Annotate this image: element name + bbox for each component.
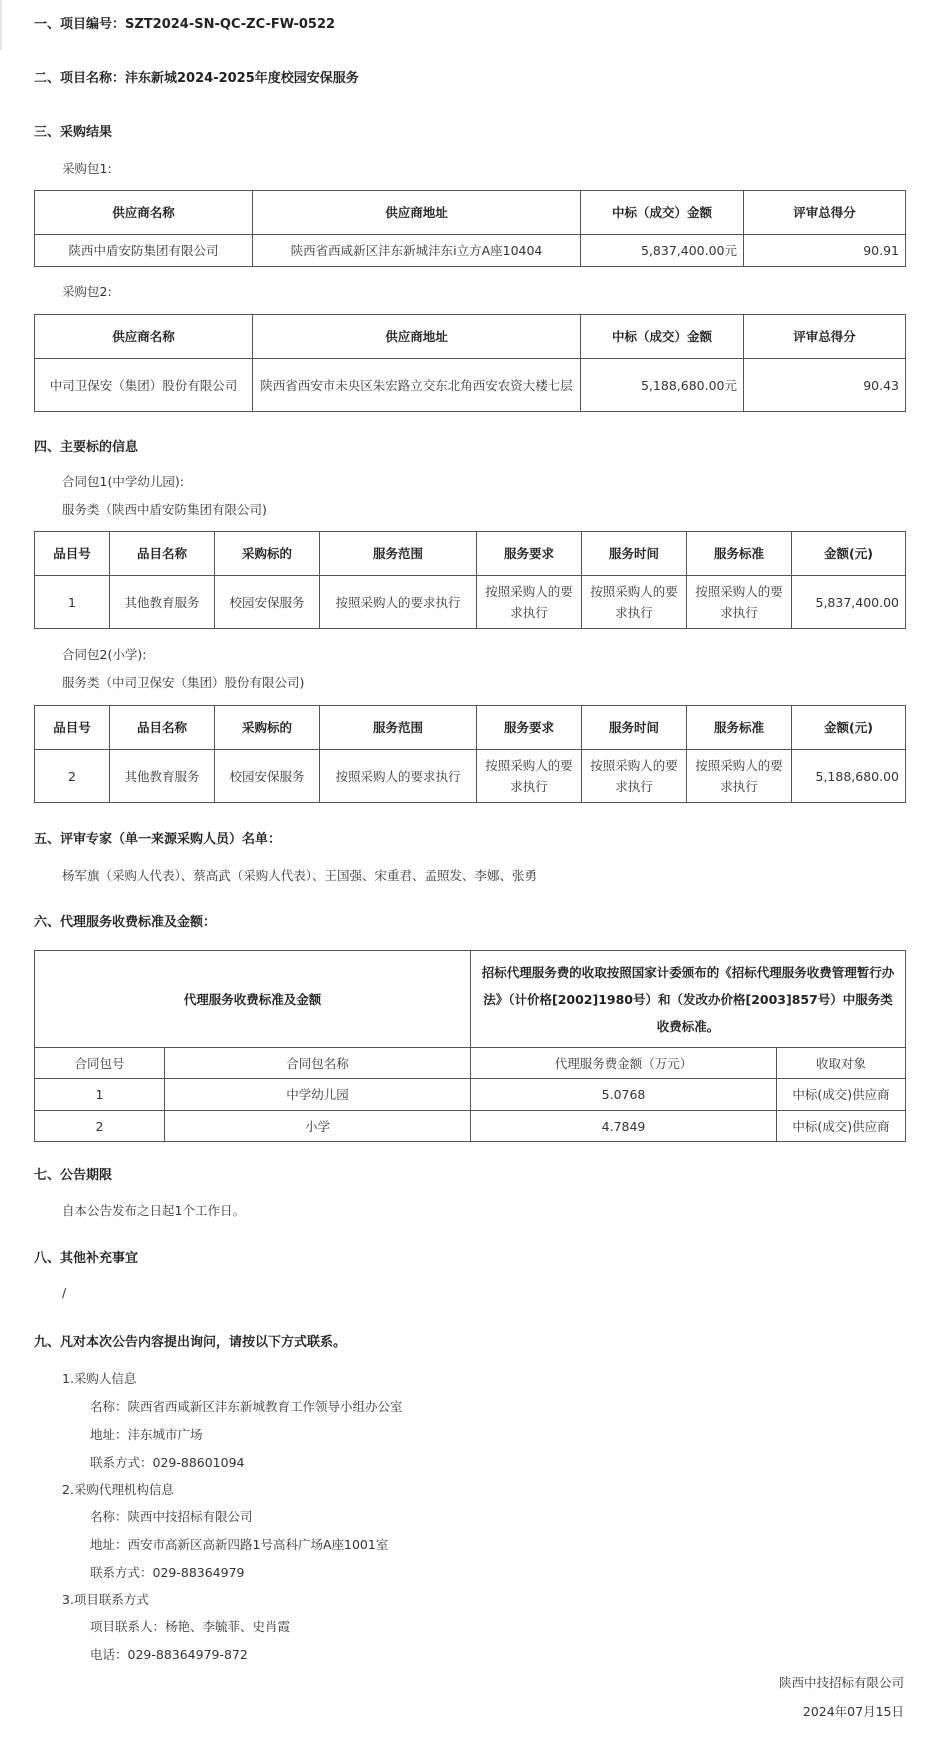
contract-1-category: 服务类（陕西中盾安防集团有限公司) (62, 502, 267, 517)
supplier-name: 中司卫保安（集团）股份有限公司 (35, 359, 253, 412)
table-row (35, 1111, 906, 1142)
contract-1-table (34, 531, 906, 629)
header-standard: 服务标准 (687, 532, 792, 576)
header-item-no: 品目号 (35, 532, 110, 576)
contract-name: 小学 (165, 1111, 471, 1142)
section-period: 七、公告期限 (34, 1168, 113, 1183)
project-name (34, 67, 359, 86)
header-item-name: 品目名称 (110, 706, 215, 750)
amount: 5,837,400.00 (792, 576, 906, 629)
package-2-label: 采购包2: (62, 284, 112, 299)
section-procurement-result: 三、采购结果 (34, 125, 113, 140)
header-requirement: 服务要求 (477, 532, 582, 576)
experts-list: 杨军旗（采购人代表）、蔡高武（采购人代表）、王国强、宋重君、孟照发、李娜、张勇 (62, 868, 538, 883)
table-row (35, 1079, 906, 1111)
table-row (35, 235, 906, 267)
fee-title-left: 代理服务收费标准及金额 (35, 951, 471, 1048)
award-amount: 5,188,680.00元 (581, 359, 744, 412)
fee-amount: 4.7849 (471, 1111, 777, 1142)
table-header-row (35, 532, 906, 576)
award-amount: 5,837,400.00元 (581, 235, 744, 267)
header-requirement: 服务要求 (477, 706, 582, 750)
total-score: 90.91 (744, 235, 906, 267)
fee-title-row (35, 951, 906, 1048)
supplier-address: 陕西省西安市未央区朱宏路立交东北角西安农资大楼七层 (253, 359, 581, 412)
contract-no: 2 (35, 1111, 165, 1142)
project-contact-title: 3.项目联系方式 (62, 1592, 149, 1607)
total-score: 90.43 (744, 359, 906, 412)
project-contact-phone: 电话：029-88364979-872 (90, 1647, 248, 1662)
payer: 中标(成交)供应商 (777, 1111, 906, 1142)
footer-date: 2024年07月15日 (802, 1704, 904, 1719)
scope: 按照采购人的要求执行 (320, 576, 477, 629)
project-number-label: 一、项目编号： (34, 17, 126, 32)
project-number (34, 13, 335, 32)
payer: 中标(成交)供应商 (777, 1079, 906, 1111)
contract-2-table (34, 705, 906, 803)
footer-company: 陕西中技招标有限公司 (778, 1675, 904, 1690)
contract-no: 1 (35, 1079, 165, 1111)
header-scope: 服务范围 (320, 706, 477, 750)
period-text: 自本公告发布之日起1个工作日。 (62, 1203, 245, 1218)
project-number-value: SZT2024-SN-QC-ZC-FW-0522 (125, 17, 336, 32)
header-supplier: 供应商名称 (35, 315, 253, 359)
agency-name: 名称：陕西中技招标有限公司 (90, 1509, 253, 1524)
header-subject: 采购标的 (215, 532, 320, 576)
section-other: 八、其他补充事宜 (34, 1251, 139, 1266)
purchaser-title: 1.采购人信息 (62, 1371, 137, 1386)
agency-address: 地址：西安市高新区高新四路1号高科广场A座1001室 (90, 1537, 389, 1552)
standard: 按照采购人的要求执行 (687, 576, 792, 629)
service-time: 按照采购人的要求执行 (582, 750, 687, 803)
header-fee-amount: 代理服务费金额（万元） (471, 1048, 777, 1079)
fee-amount: 5.0768 (471, 1079, 777, 1111)
purchaser-phone: 联系方式：029-88601094 (90, 1455, 245, 1470)
contract-2-category: 服务类（中司卫保安（集团）股份有限公司) (62, 675, 305, 690)
header-scope: 服务范围 (320, 532, 477, 576)
header-address: 供应商地址 (253, 315, 581, 359)
subject: 校园安保服务 (215, 576, 320, 629)
fee-title-right: 招标代理服务费的收取按照国家计委颁布的《招标代理服务收费管理暂行办法》（计价格[2002]1980号）和（发改办价格[2003]857号）中服务类收费标准。 (471, 951, 906, 1048)
table-header-row (35, 191, 906, 235)
item-no: 1 (35, 576, 110, 629)
section-contact: 九、凡对本次公告内容提出询问，请按以下方式联系。 (34, 1335, 347, 1350)
section-experts: 五、评审专家（单一来源采购人员）名单： (34, 832, 282, 847)
purchaser-address: 地址：沣东城市广场 (90, 1427, 203, 1442)
project-name-label: 二、项目名称： (34, 71, 126, 86)
contract-1-label: 合同包1(中学幼儿园): (62, 474, 184, 489)
fee-table (34, 950, 906, 1142)
purchaser-name: 名称：陕西省西咸新区沣东新城教育工作领导小组办公室 (90, 1399, 403, 1414)
section-main-subject: 四、主要标的信息 (34, 440, 139, 455)
requirement: 按照采购人的要求执行 (477, 750, 582, 803)
table-row (35, 750, 906, 803)
project-contact-person: 项目联系人：杨艳、李毓菲、史肖霞 (90, 1619, 291, 1634)
agency-title: 2.采购代理机构信息 (62, 1482, 174, 1497)
header-item-name: 品目名称 (110, 532, 215, 576)
package-1-label: 采购包1: (62, 161, 112, 176)
item-name: 其他教育服务 (110, 750, 215, 803)
header-score: 评审总得分 (744, 315, 906, 359)
package-2-table (34, 314, 906, 412)
item-name: 其他教育服务 (110, 576, 215, 629)
project-name-value: 沣东新城2024-2025年度校园安保服务 (125, 71, 359, 86)
header-time: 服务时间 (582, 706, 687, 750)
header-payer: 收取对象 (777, 1048, 906, 1079)
standard: 按照采购人的要求执行 (687, 750, 792, 803)
header-amount: 金额(元) (792, 706, 906, 750)
header-amount: 中标（成交）金额 (581, 191, 744, 235)
header-amount: 中标（成交）金额 (581, 315, 744, 359)
header-subject: 采购标的 (215, 706, 320, 750)
other-text: / (62, 1285, 67, 1300)
contract-2-label: 合同包2(小学): (62, 647, 147, 662)
header-amount: 金额(元) (792, 532, 906, 576)
header-time: 服务时间 (582, 532, 687, 576)
header-supplier: 供应商名称 (35, 191, 253, 235)
supplier-name: 陕西中盾安防集团有限公司 (35, 235, 253, 267)
header-address: 供应商地址 (253, 191, 581, 235)
table-header-row (35, 1048, 906, 1079)
supplier-address: 陕西省西咸新区沣东新城沣东i立方A座10404 (253, 235, 581, 267)
table-header-row (35, 706, 906, 750)
item-no: 2 (35, 750, 110, 803)
left-edge-marker (0, 0, 2, 50)
scope: 按照采购人的要求执行 (320, 750, 477, 803)
section-fee: 六、代理服务收费标准及金额： (34, 915, 217, 930)
header-item-no: 品目号 (35, 706, 110, 750)
amount: 5,188,680.00 (792, 750, 906, 803)
header-standard: 服务标准 (687, 706, 792, 750)
package-1-table (34, 190, 906, 267)
requirement: 按照采购人的要求执行 (477, 576, 582, 629)
service-time: 按照采购人的要求执行 (582, 576, 687, 629)
table-row (35, 359, 906, 412)
subject: 校园安保服务 (215, 750, 320, 803)
header-contract-name: 合同包名称 (165, 1048, 471, 1079)
header-score: 评审总得分 (744, 191, 906, 235)
table-header-row (35, 315, 906, 359)
agency-phone: 联系方式：029-88364979 (90, 1565, 245, 1580)
contract-name: 中学幼儿园 (165, 1079, 471, 1111)
header-contract-no: 合同包号 (35, 1048, 165, 1079)
table-row (35, 576, 906, 629)
